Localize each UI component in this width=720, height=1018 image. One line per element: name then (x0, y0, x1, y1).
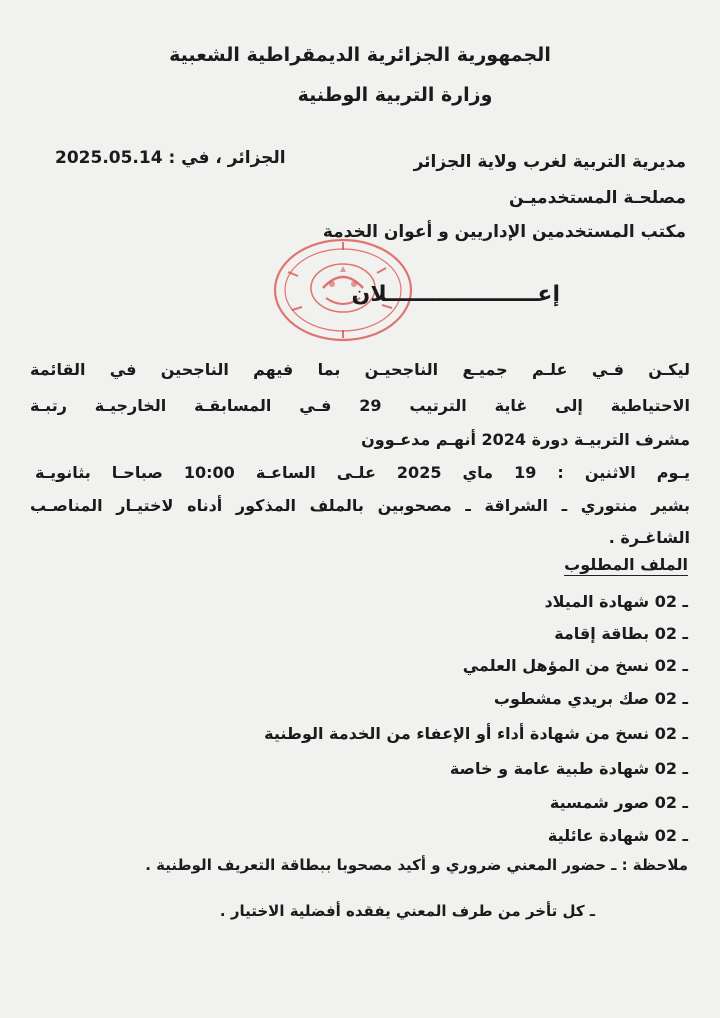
required-item: ـ 02 صور شمسية (549, 793, 688, 812)
body-line: الاحتياطية إلى غاية الترتيب 29 فـي المسابقـة الخارجيـة رتبـة (30, 396, 690, 415)
required-item: ـ 02 بطاقة إقامة (554, 624, 688, 643)
required-item: ـ 02 شهادة طبية عامة و خاصة (449, 759, 688, 778)
ministry-heading: وزارة التربية الوطنية (297, 84, 493, 106)
required-item: ـ 02 نسخ من شهادة أداء أو الإعفاء من الخدمة الوطنية (264, 724, 688, 743)
announcement-title: إعــــــــــــــــــــلان (351, 282, 560, 307)
body-line: بشير منتوري ـ الشراقة ـ مصحوبين بالملف المذكور أدناه لاختيـار المناصـب (30, 496, 690, 515)
note-line-delay: ـ كل تأخر من طرف المعني يفقده أفضلية الاختيار . (219, 902, 595, 920)
body-line: مشرف التربيـة دورة 2024 أنهـم مدعـوون (361, 430, 690, 449)
required-file-heading: الملف المطلوب (564, 555, 688, 574)
note-line: ملاحظة : ـ حضور المعني ضروري و أكيد مصحوبا ببطاقة التعريف الوطنية . (145, 856, 688, 874)
required-item: ـ 02 نسخ من المؤهل العلمي (462, 656, 688, 675)
service-line: مصلحـة المستخدميـن (509, 188, 686, 208)
office-line: مكتب المستخدمين الإداريين و أعوان الخدمة (322, 222, 686, 242)
required-item: ـ 02 شهادة عائلية (547, 826, 688, 845)
body-line: يـوم الاثنين : 19 ماي 2025 علـى الساعـة 10:00 صباحـا بثانويـة (35, 463, 690, 482)
required-item: ـ 02 صك بريدي مشطوب (493, 689, 688, 708)
republic-heading: الجمهورية الجزائرية الديمقراطية الشعبية (169, 44, 551, 66)
directorate-line: مديرية التربية لغرب ولاية الجزائر (413, 152, 686, 172)
body-line: ليكـن فـي علـم جميـع الناجحيـن بما فيهم الناجحين في القائمة (30, 360, 690, 379)
body-line: الشاغـرة . (608, 528, 690, 547)
required-item: ـ 02 شهادة الميلاد (544, 592, 688, 611)
date-line: الجزائر ، في : 2025.05.14 (55, 148, 286, 168)
